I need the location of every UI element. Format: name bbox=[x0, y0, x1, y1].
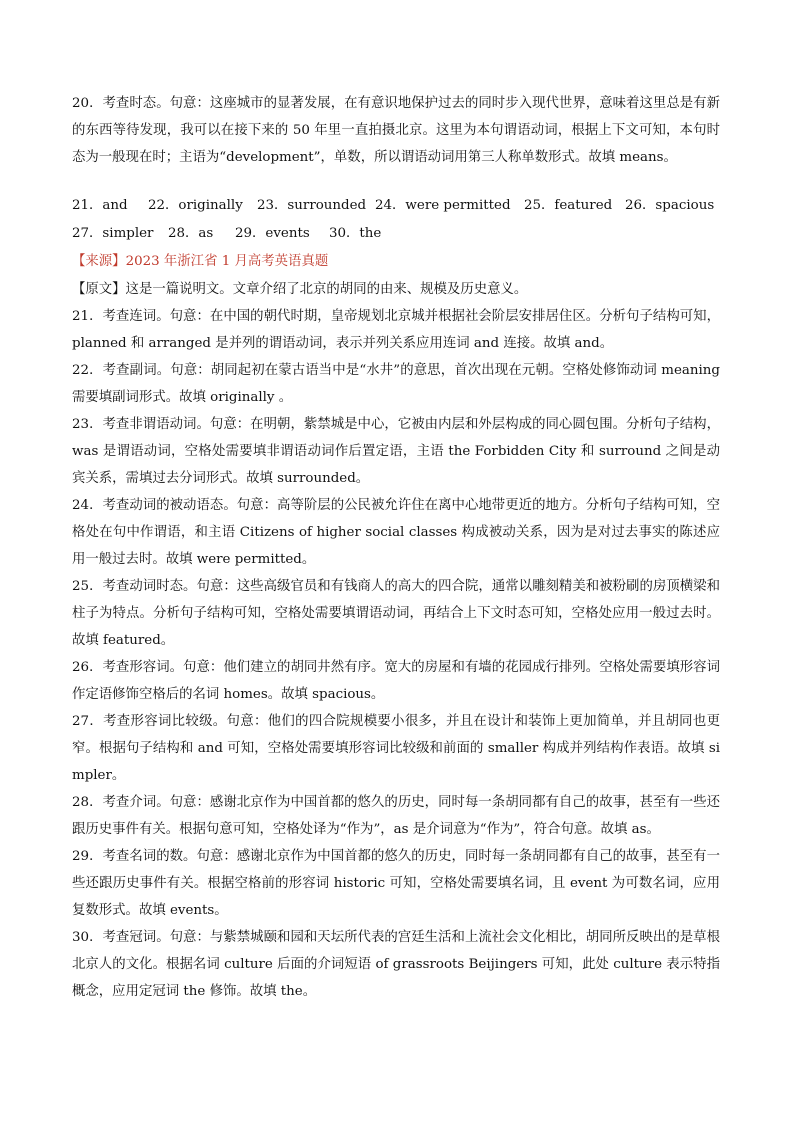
answer-23: 23．surrounded bbox=[257, 198, 367, 213]
explanation-item-26: 26．考查形容词。句意：他们建立的胡同井然有序。宽大的房屋和有墙的花园成行排列。空格处需要填形容词作定语修饰空格后的名词 homes。故填 spacious。 bbox=[72, 660, 720, 702]
answer-24: 24．were permitted bbox=[375, 198, 511, 213]
original-text-summary: 【原文】这是一篇说明文。文章介绍了北京的胡同的由来、规模及历史意义。 bbox=[72, 282, 528, 297]
explanation-item-27: 27．考查形容词比较级。句意：他们的四合院规模要小很多，并且在设计和装饰上更加简单，并且胡同也更窄。根据句子结构和 and 可知，空格处需要填形容词比较级和前面的 smaller 构成并列结构作表语。故填 simpler。 bbox=[72, 714, 720, 783]
section-gap bbox=[72, 171, 720, 192]
explanation-item-24: 24．考查动词的被动语态。句意：高等阶层的公民被允许住在离中心地带更近的地方。分析句子结构可知，空格处在句中作谓语，和主语 Citizens of higher social classes 构成被动关系，因为是对过去事实的陈述应用一般过去时。故填 were permitted。 bbox=[72, 498, 720, 567]
source-line bbox=[72, 248, 720, 276]
answer-key-row-1 bbox=[72, 192, 720, 220]
answer-30: 30．the bbox=[329, 226, 382, 241]
answer-25: 25．featured bbox=[524, 198, 613, 213]
source-text: 2023 年浙江省 1 月高考英语真题 bbox=[125, 254, 329, 269]
explanation-item-28: 28．考查介词。句意：感谢北京作为中国首都的悠久的历史，同时每一条胡同都有自己的故事，甚至有一些还跟历史事件有关。根据句意可知，空格处译为“作为”，as 是介词意为“作为”，符合句意。故填 as。 bbox=[72, 795, 720, 837]
explanation-item-29: 29．考查名词的数。句意：感谢北京作为中国首都的悠久的历史，同时每一条胡同都有自己的故事，甚至有一些还跟历史事件有关。根据空格前的形容词 historic 可知，空格处需要填名词，且 event 为可数名词，应用复数形式。故填 events。 bbox=[72, 849, 720, 918]
explanation-item-23: 23．考查非谓语动词。句意：在明朝，紫禁城是中心，它被由内层和外层构成的同心圆包围。分析句子结构，was 是谓语动词，空格处需要填非谓语动词作后置定语，主语 the Forbidden City 和 surround 之间是动宾关系，需填过去分词形式。故填 surrounded。 bbox=[72, 417, 720, 486]
explanation-item-25: 25．考查动词时态。句意：这些高级官员和有钱商人的高大的四合院，通常以雕刻精美和被粉刷的房顶横梁和柱子为特点。分析句子结构可知，空格处需要填谓语动词，再结合上下文时态可知，空格处应用一般过去时。故填 featured。 bbox=[72, 579, 720, 648]
explanation-item-20: 20．考查时态。句意：这座城市的显著发展，在有意识地保护过去的同时步入现代世界，意味着这里总是有新的东西等待发现，我可以在接下来的 50 年里一直拍摄北京。这里为本句谓语动词，根据上下文可知，本句时态为一般现在时；主语为“development”，单数，所以谓语动词用第三人称单数形式。故填 means。 bbox=[72, 96, 720, 165]
source-label: 【来源】 bbox=[72, 254, 126, 269]
answer-28: 28．as bbox=[168, 226, 214, 241]
page-content bbox=[72, 90, 720, 1005]
answer-21: 21．and bbox=[72, 198, 128, 213]
explanation-item-22: 22．考查副词。句意：胡同起初在蒙古语当中是“水井”的意思，首次出现在元朝。空格处修饰动词 meaning 需要填副词形式。故填 originally 。 bbox=[72, 363, 720, 405]
explanation-item-21: 21．考查连词。句意：在中国的朝代时期，皇帝规划北京城并根据社会阶层安排居住区。分析句子结构可知，planned 和 arranged 是并列的谓语动词，表示并列关系应用连词 and 连接。故填 and。 bbox=[72, 309, 720, 351]
answer-key-row-2 bbox=[72, 220, 720, 248]
answer-27: 27．simpler bbox=[72, 226, 154, 241]
explanation-item-30: 30．考查冠词。句意：与紫禁城颐和园和天坛所代表的宫廷生活和上流社会文化相比，胡同所反映出的是草根北京人的文化。根据名词 culture 后面的介词短语 of grassroots Beijingers 可知，此处 culture 表示特指概念，应用定冠词 the 修饰。故填 the。 bbox=[72, 930, 720, 999]
answer-29: 29．events bbox=[235, 226, 310, 241]
answer-22: 22．originally bbox=[148, 198, 243, 213]
answer-26: 26．spacious bbox=[625, 198, 715, 213]
